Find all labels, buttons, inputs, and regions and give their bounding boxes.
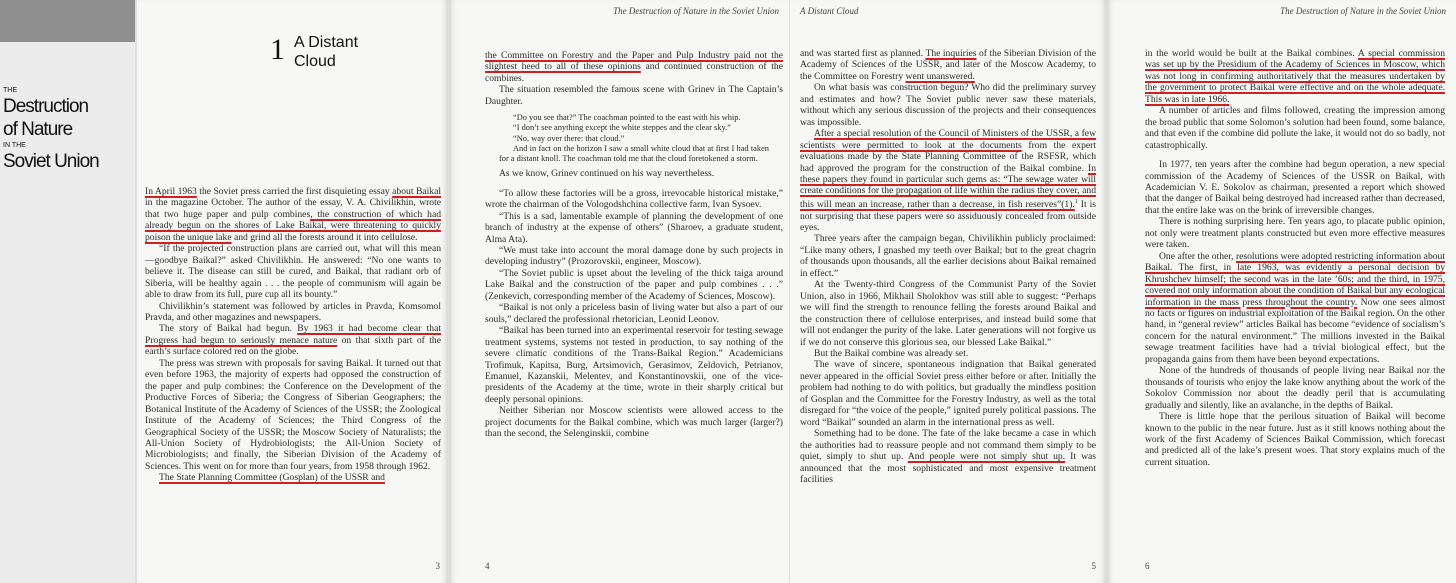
cover-title-line2: of Nature xyxy=(3,119,73,140)
paragraph: As we know, Grinev continued on his way nevertheless. xyxy=(499,168,715,180)
text: in the magazine October. The author of the essay, V. A. Chivilikhin, wrote that two huge paper and pulp combines xyxy=(145,197,441,220)
running-head: The Destruction of Nature in the Soviet Union xyxy=(1280,6,1446,16)
paragraph: The wave of sincere, spontaneous indignation that Baikal generated never appeared in the official Soviet press either before or after. Initially the problem had nothing to do with politics, but gradually the mindless position of Gosplan and the Committee for the Forestry Industry, as well as the total disregard for “the voice of the people,” ignited purely political passions. The word “Baikal” sounded an alarm in the international press as well. xyxy=(800,359,1096,428)
page-4 xyxy=(449,0,789,583)
paragraph: “The Soviet public is upset about the leveling of the thick taiga around Lake Baikal and the construction of the paper and pulp combines . . .” (Zenkevich, corresponding member of the Academy of Sciences, Moscow). xyxy=(485,267,783,302)
paragraph: At the Twenty-third Congress of the Communist Party of the Soviet Union, also in 1966, Mikhail Sholokhov was still able to suggest: “Perhaps we will find the strength to renounce felling the forests around Baikal and the construction there of cellulose enterprises, and instead build some that will not endanger the purity of the lake. Later generations will not forgive us if we do not conserve this glorious sea, our blessed Lake Baikal.” xyxy=(800,279,1096,348)
running-head: The Destruction of Nature in the Soviet Union xyxy=(613,6,779,16)
paragraph: “Baikal is not only a priceless basin of living water but also a part of our souls,” declared the professional rhetorician, Leonid Leonov. xyxy=(485,302,783,325)
highlighted-text: The inquiries xyxy=(925,48,977,59)
cover-title xyxy=(3,86,99,173)
page-3 xyxy=(137,0,448,583)
cover-title-line3: Soviet Union xyxy=(3,151,99,172)
highlighted-text: the Committee on Forestry and the Paper and Pulp Industry paid not the slightest heed to all of these opinions xyxy=(485,50,783,73)
page-number: 3 xyxy=(435,561,440,571)
page-5 xyxy=(790,0,1106,583)
text: It is not surprising that these papers were so assiduously concealed from outside eyes. xyxy=(800,199,1096,233)
paragraph: In 1977, ten years after the combine had begun operation, a new special commission of the Academy of Sciences of the USSR on Baikal, with Academician V. E. Sokolov as chairman, presented a report which showed that the danger of Baikal being destroyed had increased rather than decreased, that the entire lake was on the brink of irreversible changes. xyxy=(1145,159,1445,216)
quote-line: “I don’t see anything except the white steppes and the clear sky.” xyxy=(513,123,731,133)
text: on that sixth part of the earth’s surface colored red on the globe. xyxy=(145,334,441,358)
page-6-body xyxy=(1145,48,1445,468)
highlighted-text: And people were not simply shut up. xyxy=(907,451,1066,463)
page-3-body xyxy=(145,186,441,484)
text: Now one sees almost no facts or figures on industrial exploitation of the Baikal region. On the other hand, in “general review” articles Baikal has become “evidence of socialism’s concern for the natural environment.” The millions invested in the Baikal sewage treatment facilities have had a trivial biological effect, but the propaganda gains from them have been beyond expectations. xyxy=(1145,296,1446,365)
paragraph xyxy=(145,472,441,483)
block-quote xyxy=(499,113,769,164)
cover-title-line1: Destruction xyxy=(3,96,89,117)
highlighted-text: about Baikal xyxy=(392,186,441,197)
paragraph: “We must take into account the moral damage done by such projects in developing industry” (Prozorovskii, engineer, Moscow). xyxy=(485,245,783,268)
text: and grind all the forests around it into cellulose. xyxy=(231,231,418,243)
highlighted-text: By 1963 it had become clear that Progress had begun to seriously menace nature xyxy=(145,323,441,346)
highlighted-text: After a special resolution of the Council of Ministers of the USSR, a few scientists were permitted to look at the documents xyxy=(800,128,1096,151)
chapter-title: A Distant Cloud xyxy=(294,34,359,70)
text: One after the other, xyxy=(1159,250,1236,262)
text: the Soviet press carried the first disquieting essay xyxy=(196,186,393,197)
quote-line: And in fact on the horizon I saw a small white cloud that at first I had taken for a distant knoll. The coachman told me that the cloud foretokened a storm. xyxy=(499,143,769,164)
paragraph: But the Baikal combine was already set. xyxy=(814,347,969,359)
highlighted-text: In these papers they found in particular such gems as: “The sewage water will create conditions for the propagation of life within the radius they cover, and this will mean an increase, rather than a decrease, in fish reserves”(1). xyxy=(800,162,1096,211)
paragraph: Neither Siberian nor Moscow scientists were allowed access to the project documents for the Baikal combine, which was much larger (larger?) than the second, the Selenginskii, combine xyxy=(485,405,783,440)
page-6 xyxy=(1107,0,1456,583)
paragraph xyxy=(485,50,783,84)
page-5-body xyxy=(800,48,1096,485)
paragraph xyxy=(1145,48,1445,105)
cover-the-label: THE xyxy=(3,87,17,94)
running-head: A Distant Cloud xyxy=(800,6,859,16)
page-number: 4 xyxy=(485,561,490,571)
paragraph xyxy=(800,48,1096,82)
highlighted-text: resolutions were adopted restricting information about Baikal. The first, in late 1963, was evidently a personal decision by Khrushchev himself; the second was in the late ’60s; and the third, in 1975, covered not only information about the condition of Baikal but any ecological information in the mass press throughout the country. xyxy=(1145,250,1445,308)
paragraph xyxy=(800,128,1096,233)
paragraph: Three years after the campaign began, Chivilikhin publicly proclaimed: “Like many others, I gnashed my teeth over Baikal; but to the great chagrin of thousands upon thousands, all the earlier decisions about Baikal remained in effect.” xyxy=(800,233,1096,279)
text: of the Siberian Division of the Academy of Sciences of the USSR, and later of the Moscow Academy, to the Committee on Forestry xyxy=(800,48,1097,82)
quote-line: “Do you see that?” The coachman pointed to the east with his whip. xyxy=(513,113,741,123)
paragraph xyxy=(1145,251,1445,366)
paragraph xyxy=(800,428,1096,485)
paragraph: None of the hundreds of thousands of people living near Baikal nor the thousands of tourists who enjoy the lake know anything about the work of the Sokolov Commission nor about the deadly peril that is accumulating gradually and silently, like an avalanche, in the depths of Baikal. xyxy=(1145,365,1445,411)
cover-inthe-label: IN THE xyxy=(3,142,26,149)
highlighted-text: A special commission was set up by the Presidium of the Academy of Sciences in Moscow, which was not long in confirming authoritatively that the measures undertaken by the government to protect Baikal were effective and on the whole adequate. This was in late 1966. xyxy=(1145,48,1445,105)
cover-gray-band xyxy=(0,0,135,42)
paragraph: The situation resembled the famous scene with Grinev in The Captain’s Daughter. xyxy=(485,84,783,107)
highlighted-text: , the construction of which had already begun on the shores of Lake Baikal, were threatening to quickly poison the unique lake xyxy=(145,208,441,243)
paragraph: “This is a sad, lamentable example of planning the development of one branch of industry at the expense of others” (Sharoev, a graduate student, Alma Ata). xyxy=(485,210,783,245)
cover-page xyxy=(0,0,135,583)
text: and continued construction of the combines. xyxy=(485,61,783,84)
text: It was announced that the most sophisticated and most expensive treatment facilities xyxy=(800,451,1096,485)
highlighted-text: went unanswered. xyxy=(905,70,975,82)
paragraph: A number of articles and films followed, creating the impression among the broad public that some Solomon’s solution had been found, some balance, and that even if the combine did pollute the lake, it would not do so badly, not catastrophically. xyxy=(1145,105,1445,151)
highlighted-text: In April 1963 xyxy=(145,186,197,197)
page-number: 6 xyxy=(1145,561,1150,571)
text: Something had to be done. The fate of the lake became a case in which the authorities had to reassure people and not command them simply to be quiet, simply to shut up. xyxy=(800,428,1096,463)
paragraph: Chivilikhin’s statement was followed by articles in Pravda, Komsomol Pravda, and other magazines and newspapers. xyxy=(145,300,441,323)
paragraph: The press was strewn with proposals for saving Baikal. It turned out that even before 1963, the majority of experts had opposed the construction of the paper and pulp combines: the Conference on the Development of the Productive Forces of Siberia; the Congress of Siberian Geographers; the Botanical Institute of the Academy of Sciences of the USSR; the Zoological Institute of the Academy of Sciences; the Third Congress of the Geographical Society of the USSR; the Moscow Society of Naturalists; the All-Union Society of Hydrobiologists; the All-Union Society of Microbiologists; and finally, the Siberian Division of the Academy of Sciences. This went on for more than four years, from 1958 through 1962. xyxy=(145,357,441,472)
chapter-number: 1 xyxy=(270,33,285,66)
page-number: 5 xyxy=(1091,561,1096,571)
text: in the world would be built at the Baikal combines. xyxy=(1145,48,1358,59)
page-4-body xyxy=(485,50,783,440)
paragraph xyxy=(145,186,441,243)
text: The story of Baikal had begun. xyxy=(159,323,298,335)
paragraph xyxy=(145,323,441,357)
paragraph: There is little hope that the perilous situation of Baikal will become known to the public in the near future. Just as it still knows nothing about the work of the first Academy of Sciences Baikal Commission, which forecast and predicted all of the lake’s present woes. That story explains much of the current situation. xyxy=(1145,411,1445,468)
highlighted-text: The State Planning Committee (Gosplan) of the USSR and xyxy=(159,472,385,484)
quote-line: “No, way over there: that cloud.” xyxy=(513,133,625,143)
text: from the expert evaluations made by the State Planning Committee of the RSFSR, which had approved the program for the construction of the Baikal combine. xyxy=(800,139,1096,174)
footnote-marker: 1 xyxy=(1074,198,1078,205)
paragraph: “If the projected construction plans are carried out, what will this mean—goodbye Baikal?” asked Chivilikhin. He answered: “No one wants to believe it. The disease can still be cured, and Baikal, that radiant orb of Siberia, will be healthy again . . . the people of communism will again be able to draw from its full, pure cup all its bounty.” xyxy=(145,243,441,301)
paragraph: On what basis was construction begun? Who did the preliminary survey and estimates and how? The Soviet public never saw these materials, without which any serious discussion of the projects and their consequences was impossible. xyxy=(800,82,1096,128)
paragraph: “To allow these factories will be a gross, irrevocable historical mistake,” wrote the chairman of the Vologodshchina collective farm, Ivan Sysoev. xyxy=(485,187,783,211)
paragraph: There is nothing surprising here. Ten years ago, to placate public opinion, not only were treatment plants constructed but even more effective measures were taken. xyxy=(1145,216,1445,251)
text: and was started first as planned. xyxy=(800,48,926,59)
paragraph: “Baikal has been turned into an experimental reservoir for testing sewage treatment systems, systems not tested in production, to say nothing of the severe climatic conditions of the Trans-Baikal Region.” Academicians Trofimuk, Kapitsa, Burg, Artsimovich, Gerasimov, Zeldovich, Petrianov, Emanuel, Kazanskii, Melentev, and Konstantinovskii, one of the vice-presidents of the Academy at the time, wrote in their sharply critical but deeply personal opinions. xyxy=(485,325,783,405)
